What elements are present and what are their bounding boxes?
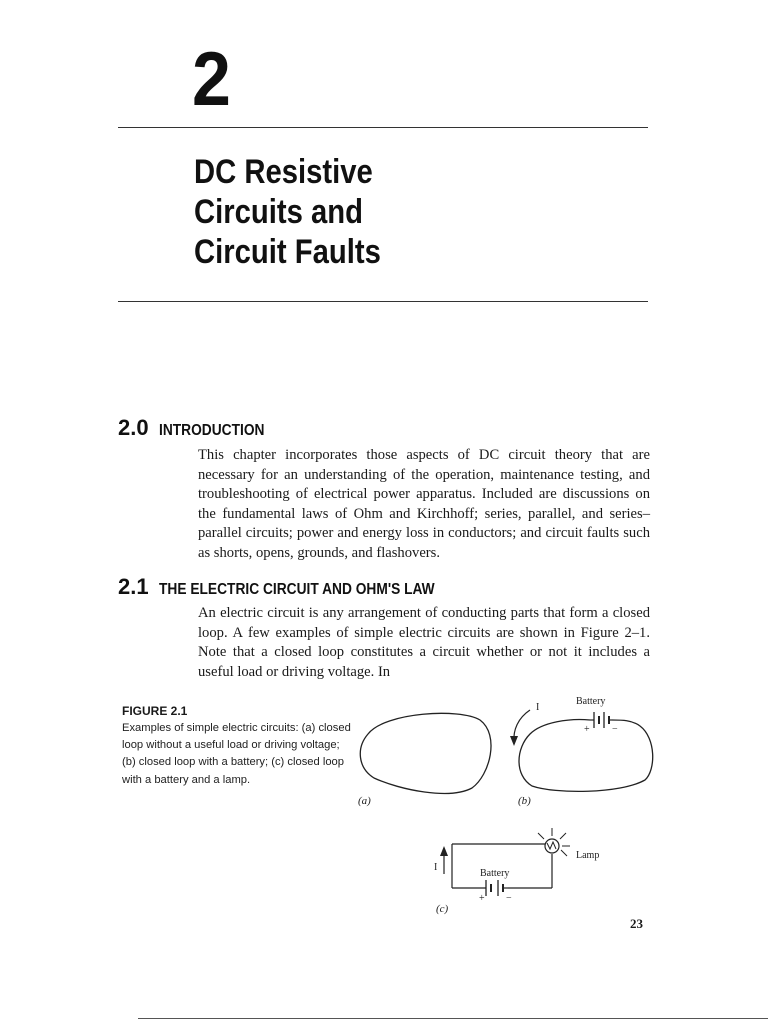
chapter-number: 2	[192, 37, 231, 122]
section-heading-electric-circuit	[118, 573, 479, 601]
chapter-bottom-rule	[118, 301, 648, 302]
chapter-title-line-1: DC Resistive	[194, 153, 373, 191]
minus-c: −	[506, 893, 512, 904]
section-number: 2.1	[118, 574, 149, 599]
current-arrowhead-b	[510, 736, 518, 746]
battery-symbol-b	[590, 712, 612, 728]
page-number: 23	[630, 916, 643, 931]
section-title: THE ELECTRIC CIRCUIT AND OHM'S LAW	[158, 581, 435, 598]
current-arrowhead-c	[440, 846, 448, 856]
plus-c: +	[479, 893, 485, 904]
label-battery-c: Battery	[480, 868, 510, 879]
chapter-title	[194, 152, 381, 272]
chapter-title-line-3: Circuit Faults	[194, 233, 381, 271]
introduction-paragraph: This chapter incorporates those aspects of DC circuit theory that are necessary for an understanding of the operation, maintenance testing, and troubleshooting of electrical power apparatus. Included are discussions on the fundamental laws of Ohm and Kirchhoff; series, parallel, and series–parallel circuits; power and energy loss in conductors; and circuit faults such as shorts, opens, grounds, and flashovers.	[198, 447, 650, 561]
minus-b: −	[612, 724, 618, 735]
label-current-c: I	[434, 862, 438, 873]
figure-caption-text: Examples of simple electric circuits: (a) closed loop without a useful load or driving voltage; (b) closed loop with a battery; (c) closed loop with a battery and a lamp.	[122, 722, 351, 786]
battery-symbol-c	[486, 880, 508, 896]
chapter-title-line-2: Circuits and	[194, 193, 363, 231]
scan-edge-rule	[138, 1018, 768, 1019]
electric-circuit-paragraph: An electric circuit is any arrangement of conducting parts that form a closed loop. A few examples of simple electric circuits are shown in Figure 2–1. Note that a closed loop constitutes a circuit whether or not it includes a useful load or driving voltage. In	[198, 605, 650, 680]
plus-b: +	[584, 724, 590, 735]
section-title: INTRODUCTION	[158, 422, 265, 439]
label-c: (c)	[436, 903, 449, 915]
label-current-b: I	[536, 702, 540, 713]
figure-caption	[122, 704, 354, 789]
circuit-c-wires	[452, 844, 552, 888]
section-heading-introduction	[118, 414, 281, 442]
label-b: (b)	[518, 795, 531, 807]
label-lamp: Lamp	[576, 850, 600, 861]
closed-loop-a	[360, 713, 491, 793]
figure-label: FIGURE 2.1	[122, 704, 188, 718]
label-battery-b: Battery	[576, 696, 606, 707]
figure-2-1-diagram	[340, 690, 670, 920]
lamp-icon	[538, 828, 570, 862]
label-a: (a)	[358, 795, 371, 807]
chapter-top-rule	[118, 127, 648, 128]
section-number: 2.0	[118, 415, 149, 440]
